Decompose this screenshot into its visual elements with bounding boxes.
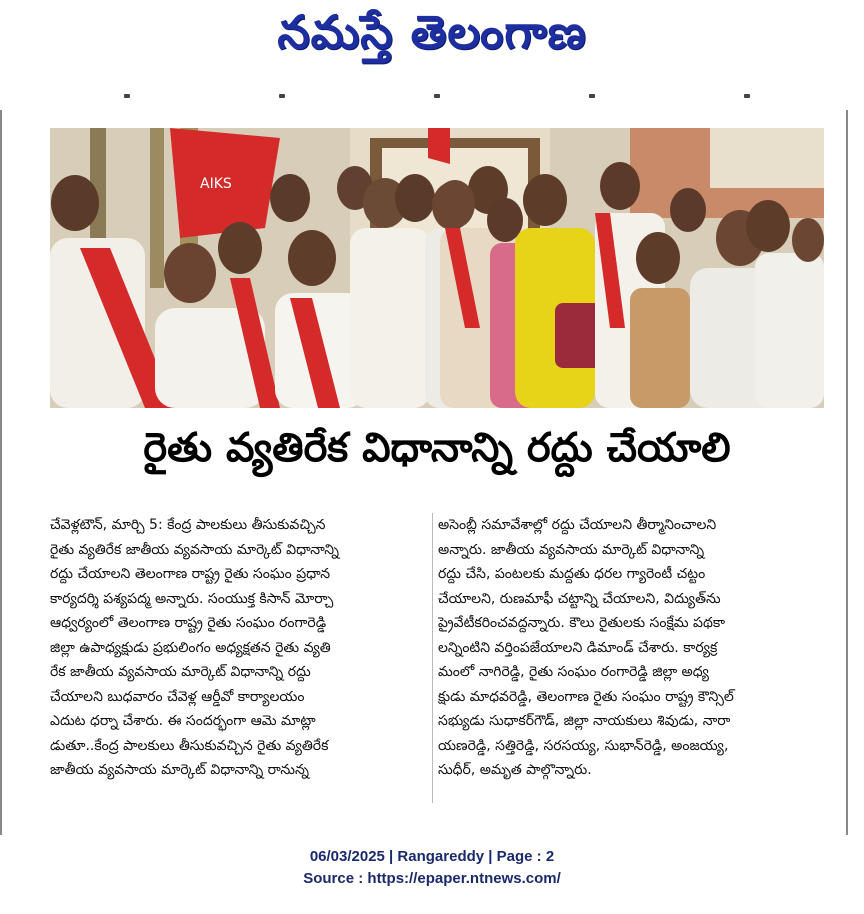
article-line: మంలో నాగిరెడ్డి, రైతు సంఘం రంగారెడ్డి జిల్లా అధ్య — [438, 664, 709, 680]
article-line: చేయాలని బుధవారం చేవెళ్ల ఆర్డీవో కార్యాలయం — [50, 688, 305, 705]
article-headline: రైతు వ్యతిరేక విధానాన్ని రద్దు చేయాలి — [143, 425, 731, 471]
article-line: సభ్యుడు సుధాకర్‌గౌడ్, జిల్లా నాయకులు శివుడు, నారా — [438, 713, 731, 729]
article-column-left — [50, 513, 430, 783]
article-column-right — [438, 513, 818, 783]
article-line: రద్దు చేయాలని తెలంగాణ రాష్ట్ర రైతు సంఘం ప్రధాన — [50, 566, 331, 582]
source-link[interactable]: Source : https://epaper.ntnews.com/ — [303, 870, 561, 887]
article-line: లన్నింటిని వర్తింపజేయాలని డిమాండ్ చేశారు. కార్యక్ర — [438, 639, 718, 656]
article-line: రేక జాతీయ వ్యవసాయ మార్కెట్ విధానాన్ని రద్దు — [50, 664, 311, 680]
article-line: కార్యదర్శి పశ్యపద్మ అన్నారు. సంయుక్త కిసాన్ మోర్చా — [50, 590, 334, 607]
protest-group-illustration — [50, 128, 824, 408]
article-line: అన్నారు. జాతీయ వ్యవసాయ మార్కెట్ విధానాన్ని — [438, 541, 705, 558]
article-line: చేయాలని, రుణమాఫీ చట్టాన్ని చేయాలని, విద్యుత్‌ను — [438, 590, 721, 607]
article-line: జిల్లా ఉపాధ్యక్షుడు ప్రభులింగం అధ్యక్షతన రైతు వ్యతి — [50, 639, 331, 656]
article-line: ప్రైవేటీకరించవద్దన్నారు. కౌలు రైతులకు సంక్షేమ పథకా — [438, 615, 726, 631]
page-footer — [0, 846, 864, 896]
article-line: అసెంబ్లీ సమావేశాల్లో రద్దు చేయాలని తీర్మానించాలని — [438, 517, 717, 533]
article-line: క్షుడు మాధవరెడ్డి, తెలంగాణ రైతు సంఘం రాష్ట్ర కౌన్సిల్ — [438, 688, 734, 705]
left-margin-rule — [0, 110, 2, 835]
column-divider — [432, 513, 433, 803]
masthead — [0, 0, 864, 76]
header-dots — [50, 94, 824, 100]
article-line: జాతీయ వ్యవసాయ మార్కెట్ విధానాన్ని రానున్న — [50, 762, 309, 778]
article-line: ఆధ్వర్యంలో తెలంగాణ రాష్ట్ర రైతు సంఘం రంగారెడ్డి — [50, 615, 327, 631]
article-line: రద్దు చేసి, పంటలకు మద్దతు ధరల గ్యారెంటీ చట్టం — [438, 566, 706, 582]
article-line: రైతు వ్యతిరేక జాతీయ వ్యవసాయ మార్కెట్ విధానాన్ని — [50, 541, 339, 558]
article-line: చేవెళ్లటౌన్, మార్చి 5: కేంద్ర పాలకులు తీసుకువచ్చిన — [50, 517, 326, 533]
article-line: సుధీర్, అమృత పాల్గొన్నారు. — [438, 762, 592, 778]
article-line: ఎదుట ధర్నా చేశారు. ఈ సందర్భంగా ఆమె మాట్లా — [50, 713, 316, 729]
article-line: యణరెడ్డి, సత్తిరెడ్డి, సరసయ్య, సుభాన్‌రెడ్డి, అంజయ్య, — [438, 737, 729, 754]
right-margin-rule — [846, 110, 848, 835]
edition-info: 06/03/2025 | Rangareddy | Page : 2 — [309, 848, 555, 865]
newspaper-logo: నమస్తే తెలంగాణ — [277, 5, 587, 59]
news-photo — [50, 128, 824, 408]
article-line: డుతూ..కేంద్ర పాలకులు తీసుకువచ్చిన రైతు వ్యతిరేక — [50, 737, 329, 754]
flag-label: AIKS — [200, 176, 232, 192]
